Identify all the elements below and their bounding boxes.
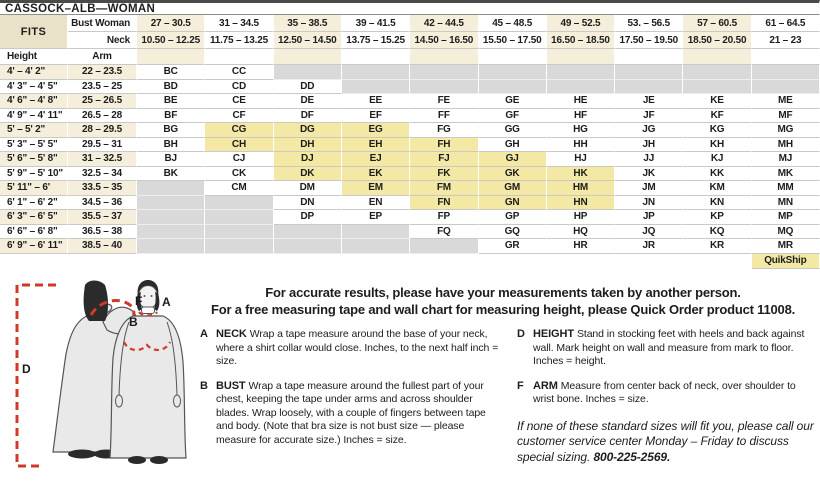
height-cell: 5' – 5' 2" [0,123,68,138]
neck-range-cell: 13.75 – 15.25 [342,32,410,49]
header-spacer-cell [137,49,205,65]
size-cell: JQ [615,225,683,240]
size-cell: KH [683,138,751,153]
size-cell: BE [137,94,205,109]
size-cell: GR [479,239,547,254]
neck-range-cell: 16.50 – 18.50 [547,32,615,49]
size-cell: GP [479,210,547,225]
size-cell: KK [683,167,751,182]
size-cell-na [137,225,205,240]
size-cell: CD [205,80,273,95]
special-sizing-note [517,419,818,466]
size-cell-na [274,65,342,80]
instruction-height [517,328,818,369]
size-cell-quickship: DJ [274,152,342,167]
header-spacer-cell [547,49,615,65]
arm-header: Arm [68,49,137,65]
size-cell: GF [479,109,547,124]
size-cell: CE [205,94,273,109]
size-cell: FE [410,94,478,109]
size-cell: MM [752,181,820,196]
size-cell: MP [752,210,820,225]
size-cell: MJ [752,152,820,167]
instruction-text: Measure from center back of neck, over shoulder to wrist bone. Inches = size. [533,379,796,405]
height-cell: 6' 9" – 6' 11" [0,239,68,254]
height-cell: 4' 3" – 4' 5" [0,80,68,95]
size-cell: HQ [547,225,615,240]
size-cell: HP [547,210,615,225]
size-cell-na [752,80,820,95]
size-cell: JK [615,167,683,182]
size-cell: KM [683,181,751,196]
diagram-label-height: D [22,362,31,376]
size-cell-quickship: GK [479,167,547,182]
size-cell: CC [205,65,273,80]
size-cell: DM [274,181,342,196]
height-header: Height [0,49,68,65]
height-cell: 5' 3" – 5' 5" [0,138,68,153]
instruction-text: Stand in stocking feet with heels and back against wall. Mark height on wall and measure from mark to floor. Inches = height. [533,328,805,367]
size-cell: EN [342,196,410,211]
size-cell: DE [274,94,342,109]
size-cell: GE [479,94,547,109]
height-cell: 4' 6" – 4' 8" [0,94,68,109]
bust-range-cell: 57 – 60.5 [683,15,751,32]
size-cell-na [137,210,205,225]
size-cell: BG [137,123,205,138]
arm-cell: 38.5 – 40 [68,239,137,254]
arm-cell: 22 – 23.5 [68,65,137,80]
instruction-text: Wrap a tape measure around the base of your neck, where a shirt collar would close. Inches, to the next half inch = size. [216,328,499,367]
neck-range-cell: 17.50 – 19.50 [615,32,683,49]
arm-cell: 26.5 – 28 [68,109,137,124]
size-cell: FP [410,210,478,225]
instruction-column-left [200,328,501,465]
diagram-label-neck: A [162,295,171,309]
height-cell: 4' 9" – 4' 11" [0,109,68,124]
bust-range-cell: 45 – 48.5 [479,15,547,32]
diagram-label-bust: B [129,315,138,329]
bust-woman-label: Bust Woman [68,15,137,32]
quickship-legend: QuikShip [752,254,820,269]
instruction-term: HEIGHT [533,328,574,340]
table-bottom-spacer [0,254,752,269]
height-cell: 4' – 4' 2" [0,65,68,80]
size-cell: HR [547,239,615,254]
size-cell: KP [683,210,751,225]
header-spacer-cell [683,49,751,65]
neck-range-cell: 10.50 – 12.25 [137,32,205,49]
size-cell: BH [137,138,205,153]
size-cell: BF [137,109,205,124]
instruction-term: BUST [216,379,246,392]
instruction-letter: B [200,379,208,392]
size-cell: EF [342,109,410,124]
size-cell-quickship: FM [410,181,478,196]
size-cell: KG [683,123,751,138]
intro-text [188,285,818,318]
bust-range-cell: 42 – 44.5 [410,15,478,32]
size-cell-na [410,239,478,254]
header-spacer-cell [615,49,683,65]
height-cell: 6' 1" – 6' 2" [0,196,68,211]
size-cell-quickship: GM [479,181,547,196]
size-cell-na [274,239,342,254]
size-cell: FF [410,109,478,124]
size-cell-na [615,80,683,95]
bust-range-cell: 31 – 34.5 [205,15,273,32]
size-cell: JP [615,210,683,225]
size-cell: JN [615,196,683,211]
arm-cell: 35.5 – 37 [68,210,137,225]
header-spacer-cell [479,49,547,65]
size-cell-na [683,80,751,95]
instruction-bust [200,380,501,448]
bust-range-cell: 61 – 64.5 [752,15,820,32]
size-cell: DF [274,109,342,124]
arm-cell: 34.5 – 36 [68,196,137,211]
arm-cell: 23.5 – 25 [68,80,137,95]
size-cell-quickship: FN [410,196,478,211]
size-cell-quickship: DH [274,138,342,153]
size-cell: GQ [479,225,547,240]
instruction-letter: D [517,328,525,340]
size-cell: MH [752,138,820,153]
size-cell: JF [615,109,683,124]
bust-range-cell: 49 – 52.5 [547,15,615,32]
arm-cell: 28 – 29.5 [68,123,137,138]
size-cell: EP [342,210,410,225]
size-cell-na [410,80,478,95]
size-cell: FG [410,123,478,138]
size-cell-na [683,65,751,80]
size-cell: DD [274,80,342,95]
intro-line-2: For a free measuring tape and wall chart for measuring height, please Quick Order product 11008. [210,301,796,317]
size-cell-na [342,65,410,80]
arm-cell: 31 – 32.5 [68,152,137,167]
size-cell-quickship: EH [342,138,410,153]
size-cell-na [547,65,615,80]
size-cell-na [479,80,547,95]
size-cell-quickship: FH [410,138,478,153]
size-cell-quickship: HN [547,196,615,211]
size-cell: MG [752,123,820,138]
instruction-letter: A [200,328,208,340]
size-cell-quickship: CG [205,123,273,138]
size-cell: MQ [752,225,820,240]
size-cell: HE [547,94,615,109]
arm-cell: 33.5 – 35 [68,181,137,196]
size-cell: KF [683,109,751,124]
instruction-neck [200,328,501,369]
height-cell: 6' 6" – 6' 8" [0,225,68,240]
height-cell: 5' 6" – 5' 8" [0,152,68,167]
size-cell: JG [615,123,683,138]
height-cell: 5' 11" – 6' [0,181,68,196]
size-cell-na [205,210,273,225]
size-cell: KN [683,196,751,211]
size-cell: MF [752,109,820,124]
size-cell: JJ [615,152,683,167]
size-cell: HG [547,123,615,138]
size-cell: JR [615,239,683,254]
size-cell-na [137,196,205,211]
size-cell-na [342,225,410,240]
special-sizing-text: If none of these standard sizes will fit you, please call our customer service center Monday – Friday to discuss special sizing. [517,418,814,464]
instruction-letter: F [517,379,524,392]
arm-cell: 29.5 – 31 [68,138,137,153]
size-cell-na [274,225,342,240]
size-cell: EE [342,94,410,109]
size-cell: GG [479,123,547,138]
size-cell-na [205,225,273,240]
size-cell-na [137,239,205,254]
size-cell-quickship: EJ [342,152,410,167]
measurement-diagram [0,280,200,482]
size-cell: HJ [547,152,615,167]
arm-cell: 36.5 – 38 [68,225,137,240]
diagram-label-arm: F [135,294,143,308]
size-cell: ME [752,94,820,109]
size-cell-quickship: EK [342,167,410,182]
height-cell: 5' 9" – 5' 10" [0,167,68,182]
size-cell-na [342,239,410,254]
size-cell-quickship: DK [274,167,342,182]
size-cell: MN [752,196,820,211]
size-cell: BJ [137,152,205,167]
arm-cell: 25 – 26.5 [68,94,137,109]
size-cell-quickship: HM [547,181,615,196]
bust-range-cell: 27 – 30.5 [137,15,205,32]
size-cell: KE [683,94,751,109]
size-cell-quickship: HK [547,167,615,182]
size-cell-na [479,65,547,80]
size-cell: CM [205,181,273,196]
intro-line-1: For accurate results, please have your measurements taken by another person. [265,285,741,300]
instruction-columns [200,328,818,465]
instruction-arm [517,380,818,407]
neck-range-cell: 18.50 – 20.50 [683,32,751,49]
instruction-column-right [517,328,818,465]
size-cell: KQ [683,225,751,240]
fits-label: FITS [0,15,68,49]
neck-range-cell: 12.50 – 14.50 [274,32,342,49]
size-cell-na [342,80,410,95]
height-cell: 6' 3" – 6' 5" [0,210,68,225]
header-spacer-cell [752,49,820,65]
size-cell: FQ [410,225,478,240]
bust-range-cell: 39 – 41.5 [342,15,410,32]
size-cell: HH [547,138,615,153]
size-cell-quickship: CH [205,138,273,153]
neck-range-cell: 21 – 23 [752,32,820,49]
instruction-term: ARM [533,379,558,392]
size-cell-quickship: EM [342,181,410,196]
header-spacer-cell [205,49,273,65]
size-cell: JM [615,181,683,196]
neck-label: Neck [68,32,137,49]
size-cell-quickship: DG [274,123,342,138]
instruction-text: Wrap a tape measure around the fullest part of your chest, keeping the tape under arms and across shoulder blades. Wrap loosely, with a couple of fingers between tape and body. (Note that bra size is not bust size — please measure for accurate size.) Inches = size. [216,379,486,446]
size-cell-quickship: FK [410,167,478,182]
size-cell: HF [547,109,615,124]
bust-range-cell: 35 – 38.5 [274,15,342,32]
size-cell-na [137,181,205,196]
size-cell-na [752,65,820,80]
size-cell: MR [752,239,820,254]
size-cell-quickship: GN [479,196,547,211]
size-cell: DP [274,210,342,225]
size-cell-na [410,65,478,80]
special-sizing-phone: 800-225-2569. [593,449,671,464]
header-spacer-cell [410,49,478,65]
size-cell-na [615,65,683,80]
size-cell: DN [274,196,342,211]
size-cell: BC [137,65,205,80]
measuring-instructions-section [0,280,820,482]
table-title: CASSOCK–ALB—WOMAN [0,0,820,15]
size-cell-na [547,80,615,95]
header-spacer-cell [342,49,410,65]
size-cell: KJ [683,152,751,167]
size-cell-na [205,196,273,211]
neck-range-cell: 15.50 – 17.50 [479,32,547,49]
size-cell: BK [137,167,205,182]
size-cell-quickship: GJ [479,152,547,167]
size-cell-quickship: EG [342,123,410,138]
size-cell: KR [683,239,751,254]
size-cell: CF [205,109,273,124]
neck-range-cell: 14.50 – 16.50 [410,32,478,49]
header-spacer-cell [274,49,342,65]
arm-cell: 32.5 – 34 [68,167,137,182]
size-cell: BD [137,80,205,95]
size-cell: CK [205,167,273,182]
size-cell: MK [752,167,820,182]
size-cell: CJ [205,152,273,167]
bust-range-cell: 53. – 56.5 [615,15,683,32]
size-cell-na [205,239,273,254]
size-cell: JE [615,94,683,109]
size-cell: GH [479,138,547,153]
size-cell-quickship: FJ [410,152,478,167]
size-cell: JH [615,138,683,153]
neck-range-cell: 11.75 – 13.25 [205,32,273,49]
instruction-term: NECK [216,328,247,340]
